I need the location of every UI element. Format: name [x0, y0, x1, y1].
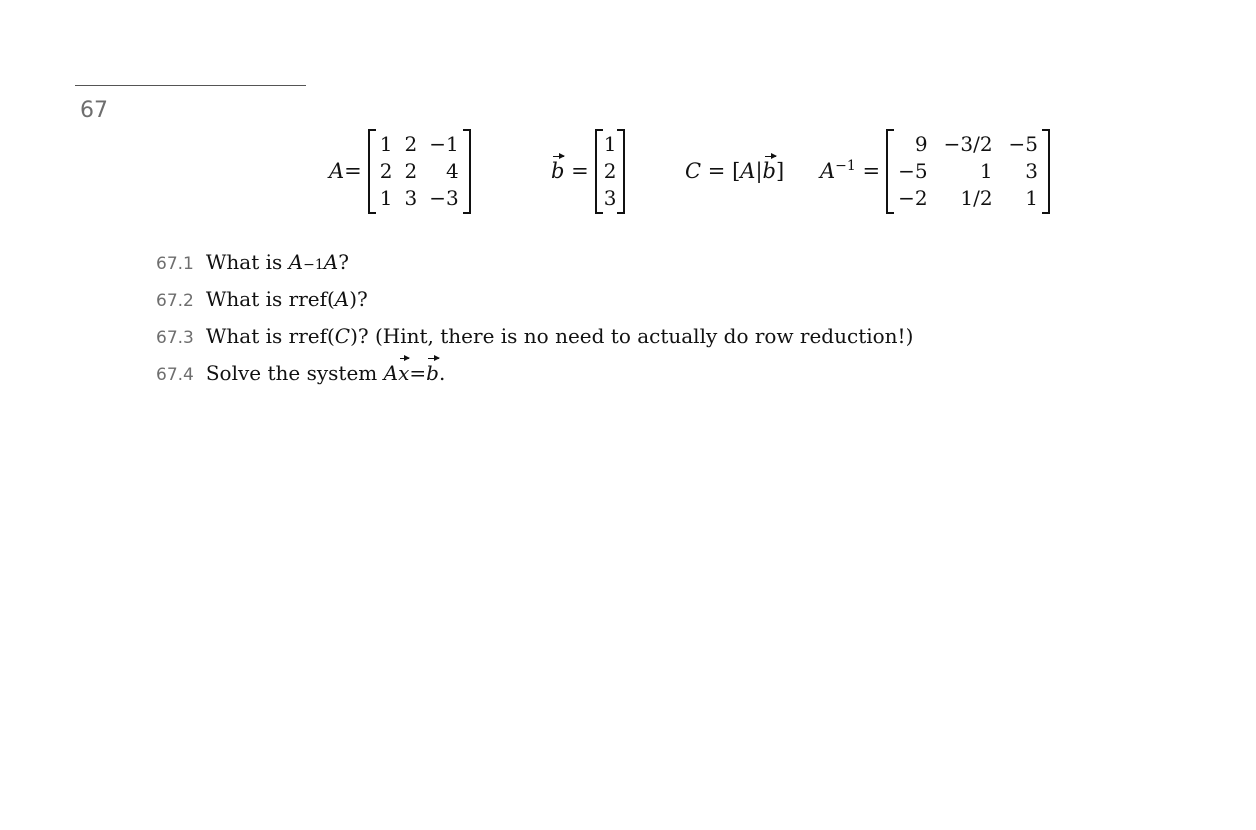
bracket-open: [: [732, 159, 741, 183]
matrix-row: [601, 131, 620, 158]
matrix-cell: −5: [898, 158, 928, 183]
vector-b-label: b: [551, 159, 565, 183]
question-number: 67.1: [156, 254, 194, 274]
matrix-cell: 1/2: [960, 185, 993, 210]
matrix-a: [368, 129, 471, 214]
question-math: A: [288, 250, 304, 274]
augmented-bar: |: [755, 159, 763, 183]
inverse-label: A: [820, 159, 836, 183]
matrix-row: [374, 158, 465, 185]
augmented-b: b: [762, 159, 776, 183]
matrix-cell: 1: [603, 131, 617, 156]
matrix-row: [374, 131, 465, 158]
question-text: What is rref(: [205, 287, 335, 311]
matrix-a-inverse: [886, 129, 1050, 214]
matrix-cell: −2: [898, 185, 928, 210]
vector-b: b: [426, 361, 439, 385]
matrix-cell: 2: [404, 131, 418, 156]
vector-x: x: [398, 361, 410, 385]
question-number: 67.3: [156, 328, 194, 348]
matrix-cell: 3: [404, 185, 418, 210]
matrix-row: [892, 131, 1044, 158]
question-number: 67.4: [156, 365, 194, 385]
matrix-cell: 1: [379, 131, 393, 156]
augmented-matrix-definition: [685, 126, 784, 216]
question-tail: .: [438, 361, 446, 385]
matrix-cell: 9: [914, 131, 928, 156]
matrix-row: [374, 185, 465, 212]
matrix-cell: 2: [379, 158, 393, 183]
inverse-matrix-definition: [820, 126, 1050, 216]
inverse-exponent: −1: [835, 158, 856, 174]
equals-sign: =: [707, 159, 726, 183]
question-list: [156, 250, 913, 398]
matrix-row: [892, 185, 1044, 212]
question-tail: ?: [338, 250, 349, 274]
question-item: [156, 361, 913, 398]
matrix-c-label: C: [685, 159, 702, 183]
question-math: A: [323, 250, 339, 274]
matrix-cell: 4: [446, 158, 459, 183]
matrix-cell: −3: [429, 185, 459, 210]
equals-sign: =: [571, 159, 589, 183]
matrix-a-definition: [329, 126, 471, 216]
question-equals: =: [409, 361, 427, 385]
matrix-row: [601, 158, 620, 185]
header-rule: [75, 85, 306, 86]
matrix-cell: −3/2: [943, 131, 993, 156]
question-math: A: [383, 361, 399, 385]
question-tail: )? (Hint, there is no need to actually do row reduction!): [350, 324, 914, 348]
question-tail: )?: [349, 287, 368, 311]
matrix-cell: 1: [379, 185, 393, 210]
matrix-cell: −1: [429, 131, 459, 156]
question-item: [156, 324, 913, 361]
question-math: A: [334, 287, 350, 311]
vector-b: [595, 129, 626, 214]
augmented-a: A: [740, 159, 756, 183]
equals-sign: =: [862, 159, 881, 183]
matrix-cell: −5: [1008, 131, 1039, 156]
question-item: 67.1 What is A −1 A ?: [156, 250, 349, 274]
question-text: What is: [205, 250, 283, 274]
question-number: 67.2: [156, 291, 194, 311]
vector-b-definition: [551, 126, 625, 216]
equals-sign: =: [344, 159, 362, 183]
bracket-close: ]: [775, 159, 785, 183]
matrix-cell: 1: [1025, 185, 1039, 210]
question-text: Solve the system: [205, 361, 378, 385]
matrix-row: [601, 185, 620, 212]
matrix-row: [892, 158, 1044, 185]
question-text: What is rref(: [205, 324, 335, 348]
question-item: [156, 287, 913, 324]
question-math: C: [334, 324, 351, 348]
matrix-cell: 2: [404, 158, 418, 183]
matrix-cell: 2: [603, 158, 617, 183]
problem-number: 67: [80, 98, 108, 123]
matrix-cell: 3: [1025, 158, 1039, 183]
matrix-cell: 3: [603, 185, 617, 210]
matrix-cell: 1: [979, 158, 993, 183]
matrix-a-label: A: [329, 159, 345, 183]
